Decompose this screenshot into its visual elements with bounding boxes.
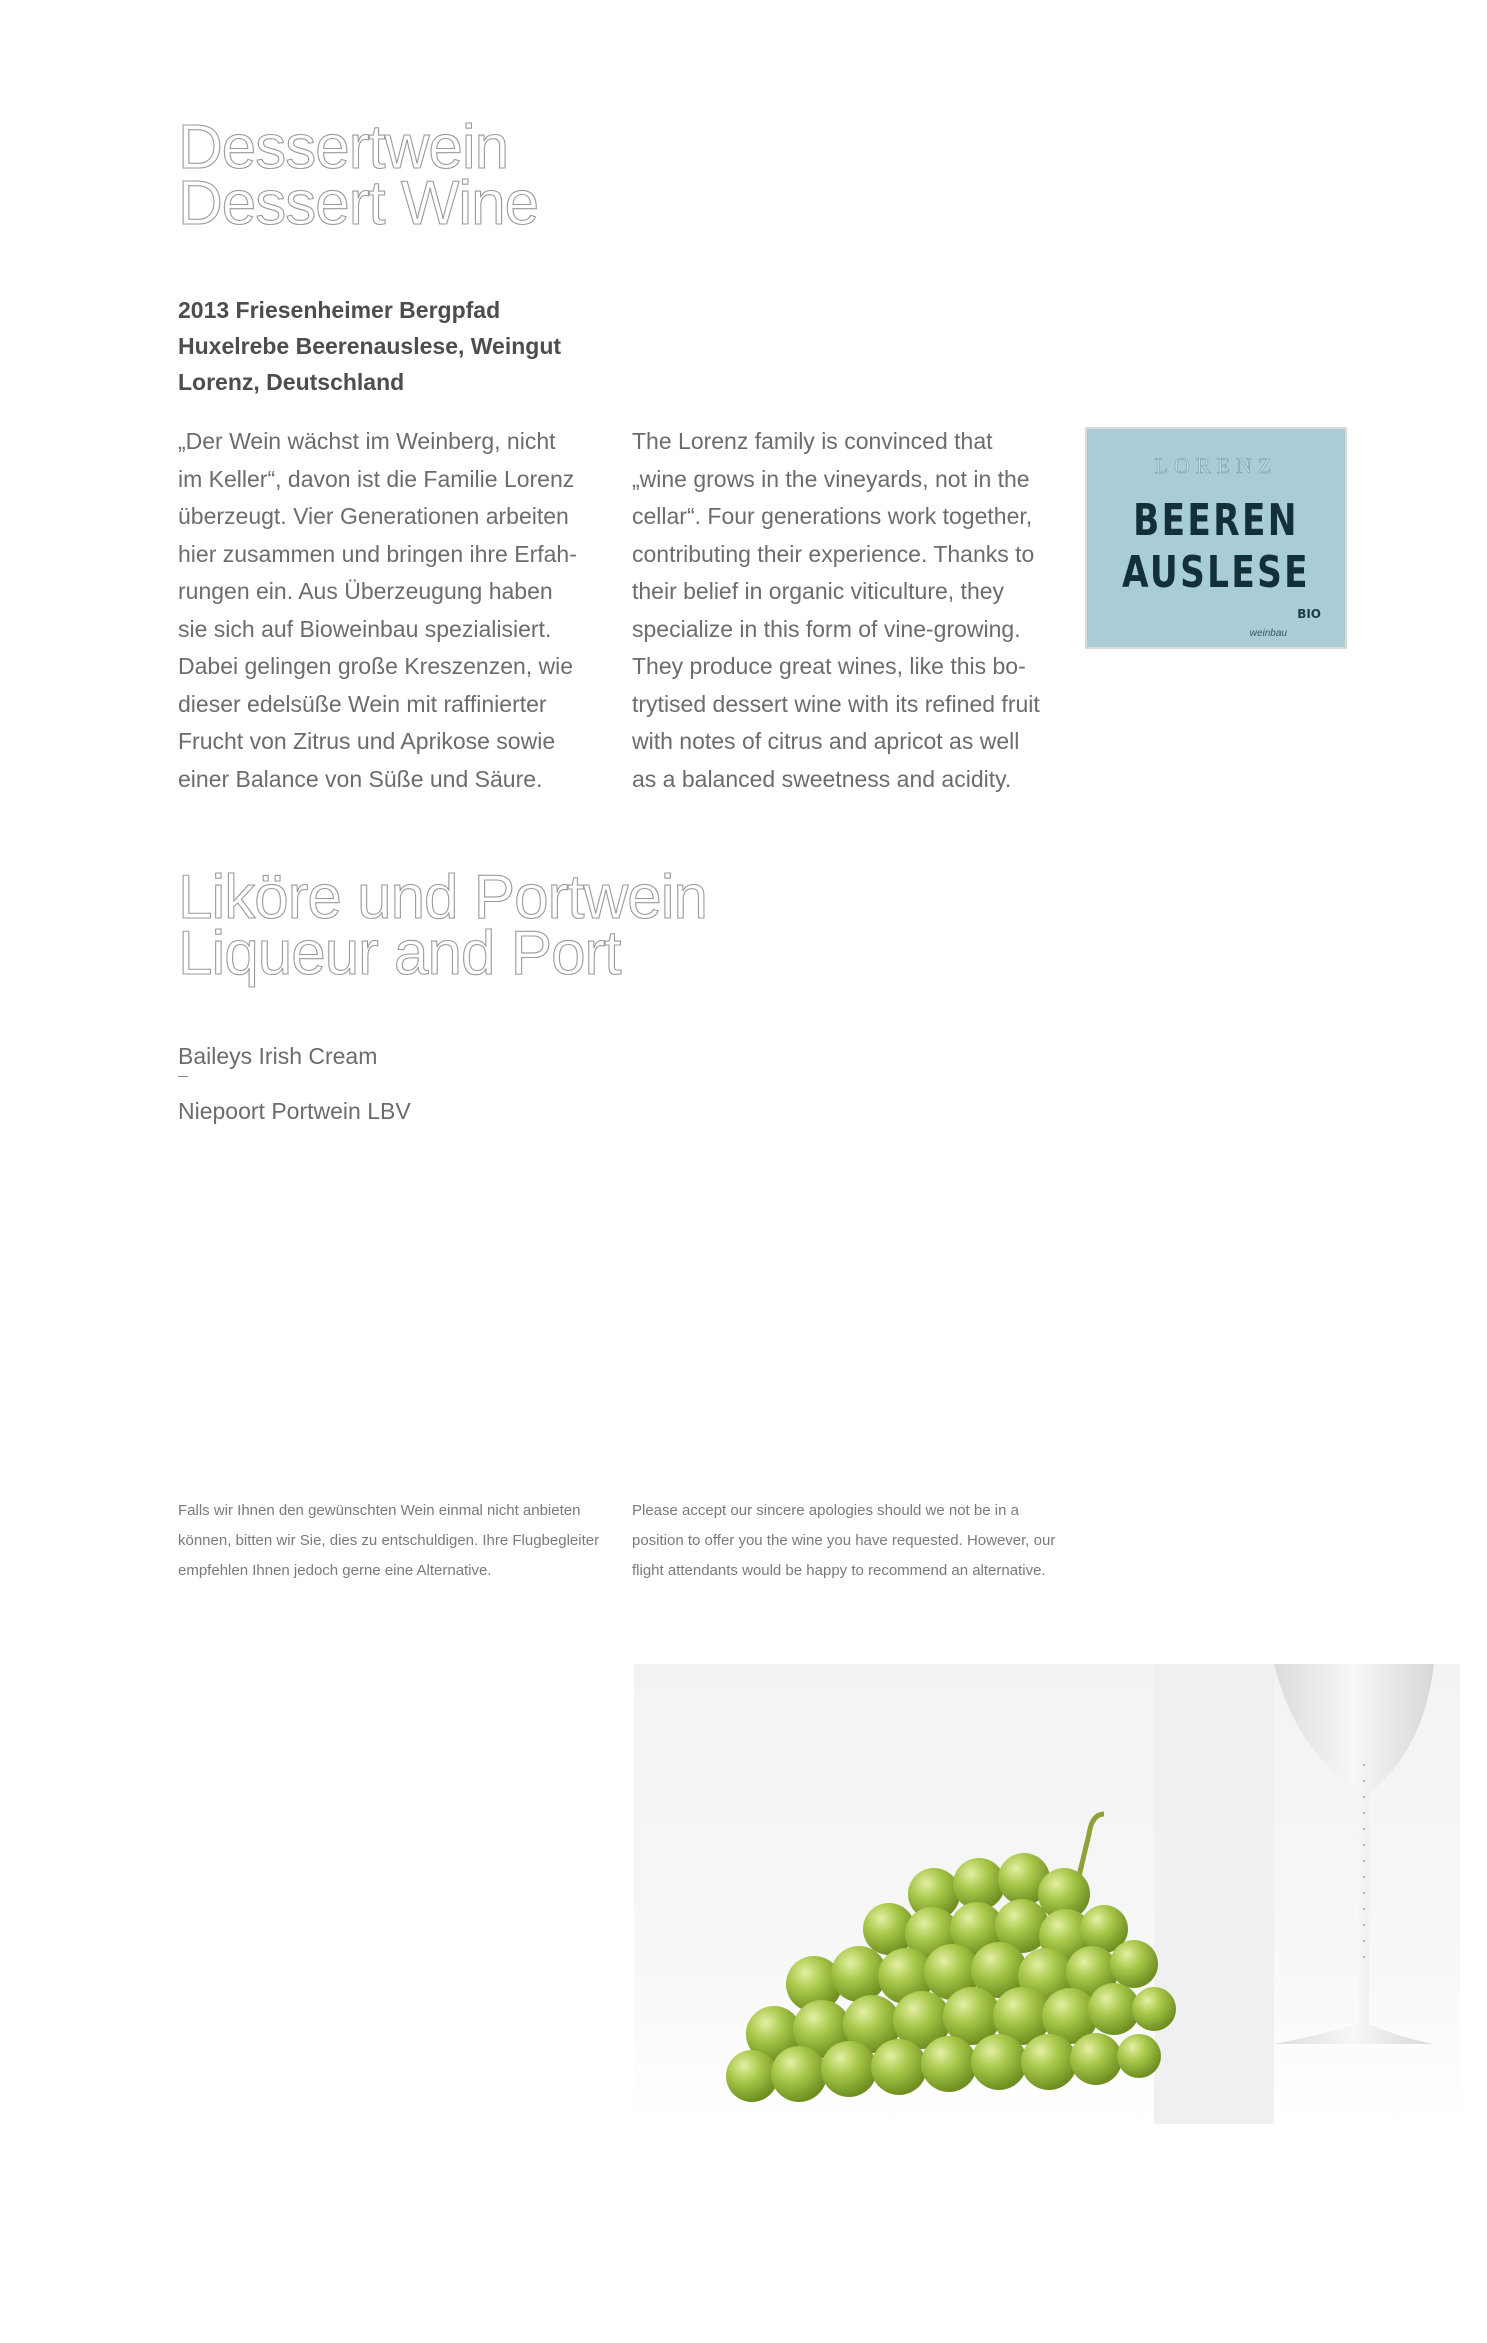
label-signature: weinbau — [1249, 628, 1287, 639]
liqueur-port-heading — [178, 863, 707, 988]
heading-english: Liqueur and Port — [178, 919, 621, 988]
label-small-text: BIO — [1297, 607, 1321, 621]
heading-english: Dessert Wine — [178, 169, 539, 238]
label-line-2: AUSLESE — [1122, 547, 1310, 598]
list-item: Baileys Irish Cream — [178, 1043, 378, 1069]
footnote-english: Please accept our sincere apologies should we not be in a position to offer you the wine you have requested. However, our flight attendants would be happy to recommend an alternative. — [632, 1502, 1056, 1579]
footnote-german: Falls wir Ihnen den gewünschten Wein einmal nicht anbieten können, bitten wir Sie, dies zu entschuldigen. Ihre Flugbegleiter empfehlen Ihnen jedoch gerne eine Alternative. — [178, 1502, 600, 1579]
label-line-1: BEEREN — [1133, 495, 1299, 546]
heading-german: Dessertwein — [178, 113, 509, 182]
wine-glass-icon — [1274, 1664, 1434, 2044]
wine-title: 2013 Friesenheimer Bergpfad Huxelrebe Beerenauslese, Weingut Lorenz, Deutschland — [178, 297, 562, 395]
grape-cluster-icon — [726, 1853, 1176, 2102]
wine-description-german: „Der Wein wächst im Weinberg, nicht im Keller“, davon ist die Familie Lorenz überzeugt. Vier Generationen arbeiten hier zusammen und bringen ihre Erfah- rungen ein. Aus Überzeugung haben sie sich auf Bioweinbau spezialisiert. Dabei gelingen große Kreszenzen, wie dieser edelsüße Wein mit raffinierter Frucht von Zitrus und Aprikose sowie einer Balance von Süße und Säure. — [178, 428, 577, 792]
list-separator — [178, 1076, 188, 1077]
bottle-shadow — [1154, 1664, 1274, 2124]
wine-label-image — [1085, 427, 1347, 649]
list-item: Niepoort Portwein LBV — [178, 1098, 411, 1124]
grapes-and-glass-illustration — [634, 1664, 1460, 2124]
grapes-photo — [634, 1664, 1460, 2124]
heading-german: Liköre und Portwein — [178, 863, 707, 932]
dessert-wine-heading — [178, 113, 539, 238]
label-brand: LORENZ — [1154, 453, 1278, 478]
wine-description-english: The Lorenz family is convinced that „wine grows in the vineyards, not in the cellar“. Four generations work together, contributing their experience. Thanks to their belief in organic viticulture, they specialize in this form of vine-growing. They produce great wines, like this bo- trytised dessert wine with its refined fruit with notes of citrus and apricot as well as a balanced sweetness and acidity. — [632, 428, 1040, 792]
